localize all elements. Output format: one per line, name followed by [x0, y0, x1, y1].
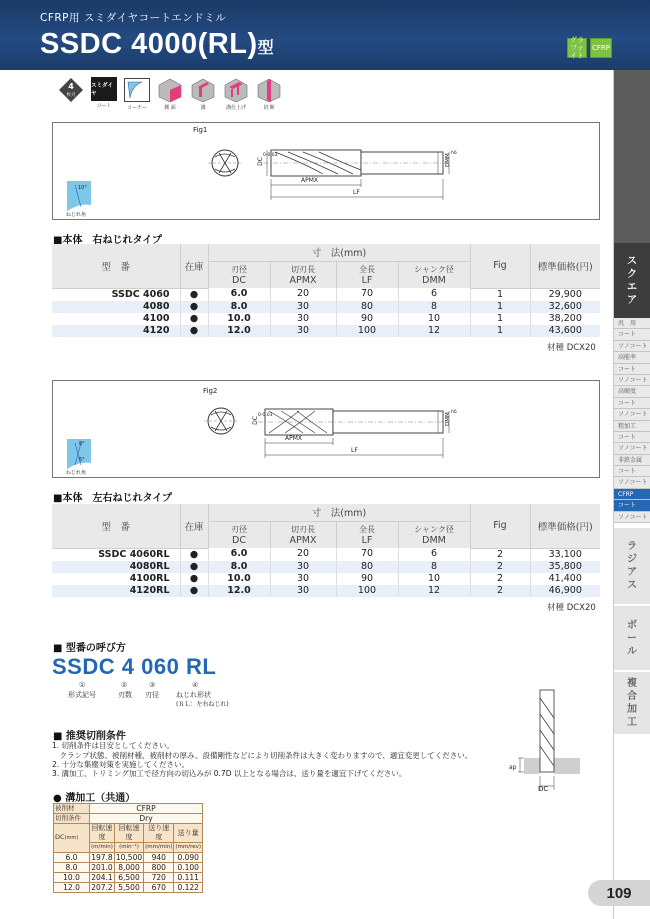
cut-col-header: 送り量: [174, 824, 203, 843]
cut-cell-n: 8,000: [114, 863, 143, 873]
naming-num-1: ①: [79, 681, 86, 689]
table-row: [52, 548, 600, 561]
cell-fig: 2: [470, 561, 530, 573]
table1-section-title: ■本体 右ねじれタイプ: [53, 235, 162, 246]
cell-lf: 90: [336, 573, 398, 585]
cell-dc: 6.0: [208, 288, 270, 301]
cut-cell-dc: 8.0: [54, 863, 90, 873]
col-dc: 刃径 DC: [208, 521, 270, 548]
cut-col-header: 回転速度: [91, 824, 113, 841]
fig2-helix-label: ねじれ角: [66, 470, 87, 476]
sidebar-subitem[interactable]: 汎 用: [614, 318, 650, 329]
cut-cell-dc: 12.0: [54, 883, 90, 893]
table-row: [52, 313, 600, 325]
condition-line: 3. 溝加工、トリミング加工で径方向の切込みが 0.7D 以上となる場合は、送り量を適宜下げてください。: [52, 769, 407, 778]
cell-dc: 6.0: [208, 548, 270, 561]
sidebar-subitem[interactable]: コート: [614, 432, 650, 443]
col-model: 型 番: [52, 244, 180, 288]
cut-col-unit: (m/min): [90, 843, 115, 853]
diagram-dc-label: DC: [538, 785, 549, 793]
title-suffix: 型: [257, 40, 275, 57]
cell-model: 4100RL: [129, 572, 170, 584]
fig1-dc-label: DC: [256, 157, 264, 166]
fig2-helix-angle-2: 5°: [79, 457, 85, 463]
col-dmm: シャンク径 DMM: [398, 521, 470, 548]
sidebar-subitem[interactable]: 高能率: [614, 352, 650, 363]
fig2-dmm-tolerance: h6: [451, 410, 457, 415]
cutting-icon: 切 断: [255, 77, 283, 111]
cut-cell-fz: 0.111: [174, 873, 203, 883]
cell-fig: 1: [470, 301, 530, 313]
cell-dmm: 10: [398, 313, 470, 325]
table-row: [52, 561, 600, 573]
rl-helix-spec-table: [52, 504, 600, 597]
cut-cell-dc: 10.0: [54, 873, 90, 883]
table-row: [54, 883, 203, 893]
fig2-dmm-label: DMM: [445, 412, 451, 426]
cell-dmm: 8: [398, 561, 470, 573]
cut-cell-fz: 0.122: [174, 883, 203, 893]
col-dimensions: 寸 法(mm): [208, 244, 470, 261]
cell-stock: ●: [180, 301, 208, 313]
fig1-lf-label: LF: [353, 189, 360, 196]
cell-apmx: 30: [270, 313, 336, 325]
slot-cutting-diagram: [510, 688, 582, 798]
cell-stock: ●: [180, 573, 208, 585]
cell-lf: 90: [336, 313, 398, 325]
naming-label-helix: ねじれ形状: [176, 691, 211, 699]
col-apmx: 切刃長 APMX: [270, 521, 336, 548]
cell-dmm: 12: [398, 325, 470, 337]
slot-milling-icon: 溝: [189, 77, 217, 111]
conditions-section-title: ■ 推奨切削条件: [53, 731, 126, 742]
sidebar-subcategory-list: [614, 318, 650, 523]
sidebar-subitem[interactable]: コート: [614, 364, 650, 375]
cut-cell-f: 670: [144, 883, 174, 893]
cut-cell-v: 201.0: [91, 863, 113, 872]
cut-col-unit: (min⁻¹): [114, 843, 143, 853]
title-main: SSDC 4000(RL): [40, 28, 258, 60]
sidebar-subitem[interactable]: コート: [614, 329, 650, 340]
condition-line: 1. 切削条件は目安としてください。: [52, 741, 175, 750]
cell-lf: 70: [336, 288, 398, 301]
page-header: [0, 0, 650, 70]
cell-price: 46,900: [530, 585, 600, 597]
cell-price: 38,200: [530, 313, 600, 325]
cut-col-header: 送り速度: [144, 824, 174, 843]
cell-dmm: 8: [398, 301, 470, 313]
sidebar-subitem[interactable]: コート: [614, 466, 650, 477]
cell-fig: 2: [470, 548, 530, 561]
cut-col-unit: (mm/min): [144, 843, 174, 853]
fig2-helix-angle-1: 8°: [79, 441, 85, 447]
graphite-badge: グラ ファイト: [567, 38, 587, 58]
header-subtitle: CFRP用 スミダイヤコートエンドミル: [40, 12, 227, 24]
cell-stock: ●: [180, 561, 208, 573]
fig1-dc-tolerance: 0-0.03: [263, 153, 278, 158]
col-dc: 刃径 DC: [208, 261, 270, 288]
cut-table-section-title: ● 溝加工（共通）: [53, 793, 136, 804]
cut-cell-dc: 6.0: [54, 853, 90, 863]
cell-apmx: 30: [270, 573, 336, 585]
cut-cell-v: 207.2: [91, 883, 113, 892]
cell-model: 4120RL: [52, 585, 180, 597]
naming-num-2: ②: [121, 681, 128, 689]
sidebar-subitem[interactable]: ソノコート: [614, 512, 650, 523]
cell-lf: 100: [336, 325, 398, 337]
naming-section-title: ■ 型番の呼び方: [53, 643, 126, 654]
cell-model: SSDC 4060: [111, 288, 170, 300]
col-apmx: 切刃長 APMX: [270, 261, 336, 288]
naming-num-4: ④: [192, 681, 199, 689]
right-helix-spec-table: [52, 244, 600, 337]
naming-label-flutes: 刃数: [118, 691, 132, 699]
table-row: [54, 863, 203, 873]
cell-lf: 70: [336, 548, 398, 561]
cell-dmm: 6: [398, 288, 470, 301]
table2-material: 材種 DCX20: [547, 603, 596, 613]
fig2-lf-label: LF: [351, 447, 358, 454]
product-title: [40, 27, 274, 66]
cut-col-unit: (mm/rev): [174, 843, 203, 853]
naming-num-3: ③: [149, 681, 156, 689]
fig2-apmx-label: APMX: [285, 435, 303, 442]
table-row: [52, 573, 600, 585]
cell-lf: 100: [336, 585, 398, 597]
cell-model: 4120: [52, 325, 180, 337]
cell-dc: 8.0: [208, 301, 270, 313]
figure-2-box: [52, 380, 600, 478]
col-model: 型 番: [52, 504, 180, 548]
cell-dmm: 12: [398, 585, 470, 597]
svg-text:枚刃: 枚刃: [66, 93, 76, 98]
fig1-apmx-label: APMX: [301, 177, 319, 184]
cut-cell-f: 800: [144, 863, 174, 873]
col-stock: 在庫: [180, 244, 208, 288]
cell-dc: 8.0: [208, 561, 270, 573]
page-number: 109: [588, 880, 650, 906]
cell-dc: 10.0: [208, 573, 270, 585]
cell-fig: 1: [470, 325, 530, 337]
table-row: [52, 301, 600, 313]
table-row: [54, 873, 203, 883]
fig2-label: Fig2: [203, 387, 218, 395]
cell-apmx: 30: [270, 301, 336, 313]
cut-cell-fz: 0.100: [174, 863, 203, 873]
cell-model: 4080: [52, 301, 180, 313]
diagram-ap-label: ap: [509, 764, 517, 771]
col-dimensions: 寸 法(mm): [208, 504, 470, 521]
flute-count-icon: [57, 77, 85, 111]
sidebar-subitem[interactable]: 粗加工: [614, 421, 650, 432]
svg-text:4: 4: [68, 82, 74, 91]
cell-fig: 2: [470, 585, 530, 597]
cell-lf: 80: [336, 561, 398, 573]
cell-dmm: 10: [398, 573, 470, 585]
cut-cell-v: 197.8: [91, 853, 113, 862]
table-row: [52, 288, 600, 301]
cell-dmm: 6: [398, 548, 470, 561]
cell-stock: ●: [180, 548, 208, 561]
feature-icons: [57, 77, 283, 111]
sidebar-subitem[interactable]: 高硬度: [614, 386, 650, 397]
col-dmm: シャンク径 DMM: [398, 261, 470, 288]
cut-cell-f: 940: [144, 853, 174, 863]
fig1-helix-label: ねじれ角: [66, 212, 87, 218]
cell-price: 33,100: [530, 548, 600, 561]
col-fig: Fig: [470, 244, 530, 288]
sidebar-subitem[interactable]: ソノコート: [614, 341, 650, 352]
naming-label-helix-sub: (ＲＬ：左右ねじれ): [176, 701, 229, 708]
sumidia-coat-icon: スミダイヤ コート: [90, 77, 118, 111]
cut-cell-v: 204.1: [91, 873, 113, 882]
cell-dc: 10.0: [208, 313, 270, 325]
cfrp-badge: CFRP: [590, 38, 612, 58]
sidebar-tab-composite[interactable]: 複 合 加 工: [614, 672, 650, 736]
cut-cell-n: 10,500: [115, 853, 143, 862]
table-row: [52, 325, 600, 337]
col-stock: 在庫: [180, 504, 208, 548]
cell-fig: 2: [470, 573, 530, 585]
cell-apmx: 30: [270, 325, 336, 337]
cut-col-header: 回転速度: [114, 824, 143, 843]
sidebar-subitem[interactable]: 非鉄金属: [614, 455, 650, 466]
col-price: 標準価格(円): [530, 244, 600, 288]
cut-cell-f: 720: [144, 873, 174, 883]
cell-fig: 1: [470, 288, 530, 301]
cut-condition: Dry: [90, 814, 203, 824]
cell-price: 35,800: [530, 561, 600, 573]
cell-stock: ●: [180, 585, 208, 597]
fig1-dmm-tolerance: h6: [451, 151, 457, 156]
cell-apmx: 20: [270, 288, 336, 301]
sidebar-tab-ball[interactable]: ボ ー ル: [614, 606, 650, 672]
figure-1-box: [52, 122, 600, 220]
sidebar-subitem[interactable]: コート: [614, 500, 650, 511]
model-code-example: SSDC 4 060 RL: [52, 654, 217, 679]
sidebar-subitem[interactable]: コート: [614, 398, 650, 409]
cell-price: 43,600: [530, 325, 600, 337]
condition-line: 2. 十分な集塵対策を実施してください。: [52, 760, 190, 769]
condition-line: クランプ状態、被削材種、被削材の厚み、設備剛性などにより切削条件は大きく変わりますので、適宜変更してください。: [52, 751, 473, 760]
cell-model: 4080RL: [52, 561, 180, 573]
cell-lf: 80: [336, 301, 398, 313]
finishing-icon: 溝仕上げ: [222, 77, 250, 111]
sidebar-subitem[interactable]: CFRP: [614, 489, 650, 500]
cell-apmx: 20: [270, 548, 336, 561]
cell-dc: 12.0: [208, 585, 270, 597]
cell-apmx: 30: [270, 561, 336, 573]
slot-cutting-conditions-table: [53, 803, 203, 893]
cell-stock: ●: [180, 313, 208, 325]
sidebar-tab-radius[interactable]: ラ ジ ア ス: [614, 528, 650, 606]
col-fig: Fig: [470, 504, 530, 548]
col-lf: 全長 LF: [336, 261, 398, 288]
cell-stock: ●: [180, 288, 208, 301]
naming-label-type: 形式記号: [68, 691, 96, 699]
sidebar-subitem[interactable]: ソノコート: [614, 477, 650, 488]
cell-model: 4100: [143, 312, 170, 324]
sidebar-subitem[interactable]: ソノコート: [614, 409, 650, 420]
cell-fig: 1: [470, 313, 530, 325]
table-row: [52, 585, 600, 597]
cell-price: 29,900: [530, 288, 600, 301]
sidebar-subitem[interactable]: ソノコート: [614, 375, 650, 386]
sidebar-subitem[interactable]: ソノコート: [614, 443, 650, 454]
naming-label-diameter: 刃径: [145, 691, 159, 699]
table1-material: 材種 DCX20: [547, 343, 596, 353]
cut-label-material: 被削材: [54, 804, 90, 814]
corner-icon: コーナー: [123, 77, 151, 111]
table-row: [54, 853, 203, 863]
cell-stock: ●: [180, 325, 208, 337]
side-milling-icon: 側 面: [156, 77, 184, 111]
sidebar-category-square[interactable]: ス ク エ ア: [614, 243, 650, 318]
cell-dc: 12.0: [208, 325, 270, 337]
fig2-dc-tolerance: 0-0.03: [258, 413, 273, 418]
col-price: 標準価格(円): [530, 504, 600, 548]
sidebar-top: [614, 70, 650, 243]
fig1-helix-angle: 10°: [78, 185, 87, 191]
table2-section-title: ■本体 左右ねじれタイプ: [53, 493, 172, 504]
cut-label-dc: DC(mm): [54, 824, 90, 853]
cell-model: SSDC 4060RL: [98, 548, 170, 560]
cell-apmx: 30: [270, 585, 336, 597]
fig1-dmm-label: DMM: [445, 153, 451, 167]
cut-cell-n: 6,500: [114, 873, 143, 883]
cut-label-condition: 切削条件: [54, 814, 90, 824]
cut-cell-n: 5,500: [114, 883, 143, 893]
cell-price: 32,600: [530, 301, 600, 313]
cut-material: CFRP: [90, 804, 203, 814]
cell-price: 41,400: [530, 573, 600, 585]
col-lf: 全長 LF: [336, 521, 398, 548]
fig1-label: Fig1: [193, 126, 208, 134]
fig2-dc-label: DC: [251, 416, 259, 425]
cut-cell-fz: 0.090: [174, 853, 203, 863]
